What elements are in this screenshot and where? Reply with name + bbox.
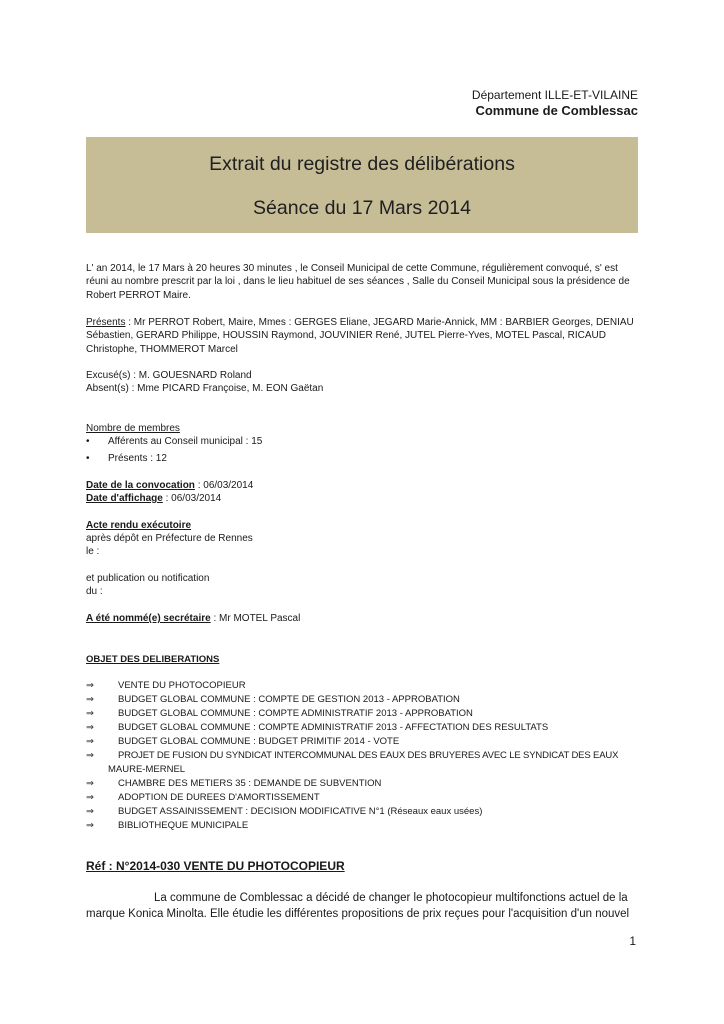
session-title: Séance du 17 Mars 2014 (253, 197, 471, 219)
convocation-label: Date de la convocation (86, 480, 195, 491)
objet-item: VENTE DU PHOTOCOPIEUR (118, 680, 246, 691)
acte-line-2: le : (86, 546, 100, 557)
members-presents: Présents : 12 (108, 453, 167, 464)
objet-item: PROJET DE FUSION DU SYNDICAT INTERCOMMUNAL DES EAUX DES BRUYERES AVEC LE SYNDICAT DES EAUX (118, 750, 619, 761)
objet-item: BUDGET GLOBAL COMMUNE : COMPTE DE GESTION 2013 - APPROBATION (118, 694, 460, 705)
objets-label: OBJET DES DELIBERATIONS (86, 654, 220, 665)
list-item (86, 693, 638, 707)
objet-item: BUDGET ASSAINISSEMENT : DECISION MODIFICATIVE N°1 (Réseaux eaux usées) (118, 806, 483, 817)
list-item (86, 434, 638, 449)
convocation-value: : 06/03/2014 (194, 480, 254, 491)
page-number: 1 (629, 934, 636, 948)
body-text: La commune de Comblessac a décidé de changer le photocopieur multifonctions actuel de la marque Konica Minolta. Elle étudie les différentes propositions de prix reçues pour l'acquisition d'un nouvel (86, 892, 630, 920)
affichage-date (86, 492, 638, 505)
convocation-date (86, 479, 638, 492)
reference-title: Réf : N°2014-030 VENTE DU PHOTOCOPIEUR (86, 859, 345, 873)
objet-item: ADOPTION DE DUREES D'AMORTISSEMENT (118, 792, 320, 803)
objet-item: BUDGET GLOBAL COMMUNE : COMPTE ADMINISTRATIF 2013 - APPROBATION (118, 708, 473, 719)
title-banner (86, 137, 638, 233)
list-item (86, 679, 638, 693)
members-afferents: Afférents au Conseil municipal : 15 (108, 436, 263, 447)
arrow-icon: ⇒ (86, 792, 94, 803)
list-item (86, 749, 638, 763)
department-label: Département ILLE-ET-VILAINE (471, 88, 638, 102)
arrow-icon: ⇒ (86, 694, 94, 705)
affichage-value: : 06/03/2014 (162, 493, 222, 504)
list-item (86, 791, 638, 805)
members-label: Nombre de membres (86, 423, 180, 434)
register-title: Extrait du registre des délibérations (209, 153, 515, 175)
excuses-line: Excusé(s) : M. GOUESNARD Roland (86, 370, 252, 381)
arrow-icon: ⇒ (86, 722, 94, 733)
list-item (86, 707, 638, 721)
list-item (86, 819, 638, 833)
body-paragraph (86, 890, 638, 922)
objet-item: BIBLIOTHEQUE MUNICIPALE (118, 820, 249, 831)
arrow-icon: ⇒ (86, 680, 94, 691)
intro-paragraph: L' an 2014, le 17 Mars à 20 heures 30 minutes , le Conseil Municipal de cette Commune, régulièrement convoqué, s' est réuni au nombre prescrit par la loi , dans le lieu habituel de ses séances , Salle du Conseil Municipal sous la présidence de Robert PERROT Maire. (86, 263, 630, 301)
list-item (86, 721, 638, 735)
absents-line: Absent(s) : Mme PICARD Françoise, M. EON Gaëtan (86, 383, 324, 394)
bullet: • (86, 436, 90, 447)
acte-line-4: du : (86, 586, 103, 597)
affichage-label: Date d'affichage (86, 493, 163, 504)
bullet: • (86, 453, 90, 464)
list-item (86, 451, 638, 466)
presents-paragraph (86, 316, 638, 356)
arrow-icon: ⇒ (86, 820, 94, 831)
list-item (86, 805, 638, 819)
secretaire-line (86, 612, 638, 625)
objet-item: BUDGET GLOBAL COMMUNE : COMPTE ADMINISTRATIF 2013 - AFFECTATION DES RESULTATS (118, 722, 549, 733)
commune-name: Commune de Comblessac (475, 103, 638, 118)
arrow-icon: ⇒ (86, 750, 94, 761)
arrow-icon: ⇒ (86, 708, 94, 719)
arrow-icon: ⇒ (86, 778, 94, 789)
list-item (86, 777, 638, 791)
secretaire-value: : Mr MOTEL Pascal (210, 613, 301, 624)
objet-item: BUDGET GLOBAL COMMUNE : BUDGET PRIMITIF 2014 - VOTE (118, 736, 400, 747)
presents-label: Présents (86, 317, 126, 328)
arrow-icon: ⇒ (86, 736, 94, 747)
objet-item-continuation: MAURE-MERNEL (108, 764, 186, 775)
arrow-icon: ⇒ (86, 806, 94, 817)
list-item-continuation (86, 763, 638, 777)
acte-line-3: et publication ou notification (86, 573, 210, 584)
acte-line-1: après dépôt en Préfecture de Rennes (86, 533, 253, 544)
secretaire-label: A été nommé(e) secrétaire (86, 613, 211, 624)
presents-list: : Mr PERROT Robert, Maire, Mmes : GERGES Eliane, JEGARD Marie-Annick, MM : BARBIER Georges, DENIAU Sébastien, GERARD Philippe, HOUSSIN Raymond, JOUVINIER René, JUTEL Pierre-Yves, MOTEL Pascal, RICAUD Christophe, THOMMEROT Marcel (86, 317, 634, 355)
list-item (86, 735, 638, 749)
objet-item: CHAMBRE DES METIERS 35 : DEMANDE DE SUBVENTION (118, 778, 382, 789)
acte-label: Acte rendu exécutoire (86, 520, 192, 531)
